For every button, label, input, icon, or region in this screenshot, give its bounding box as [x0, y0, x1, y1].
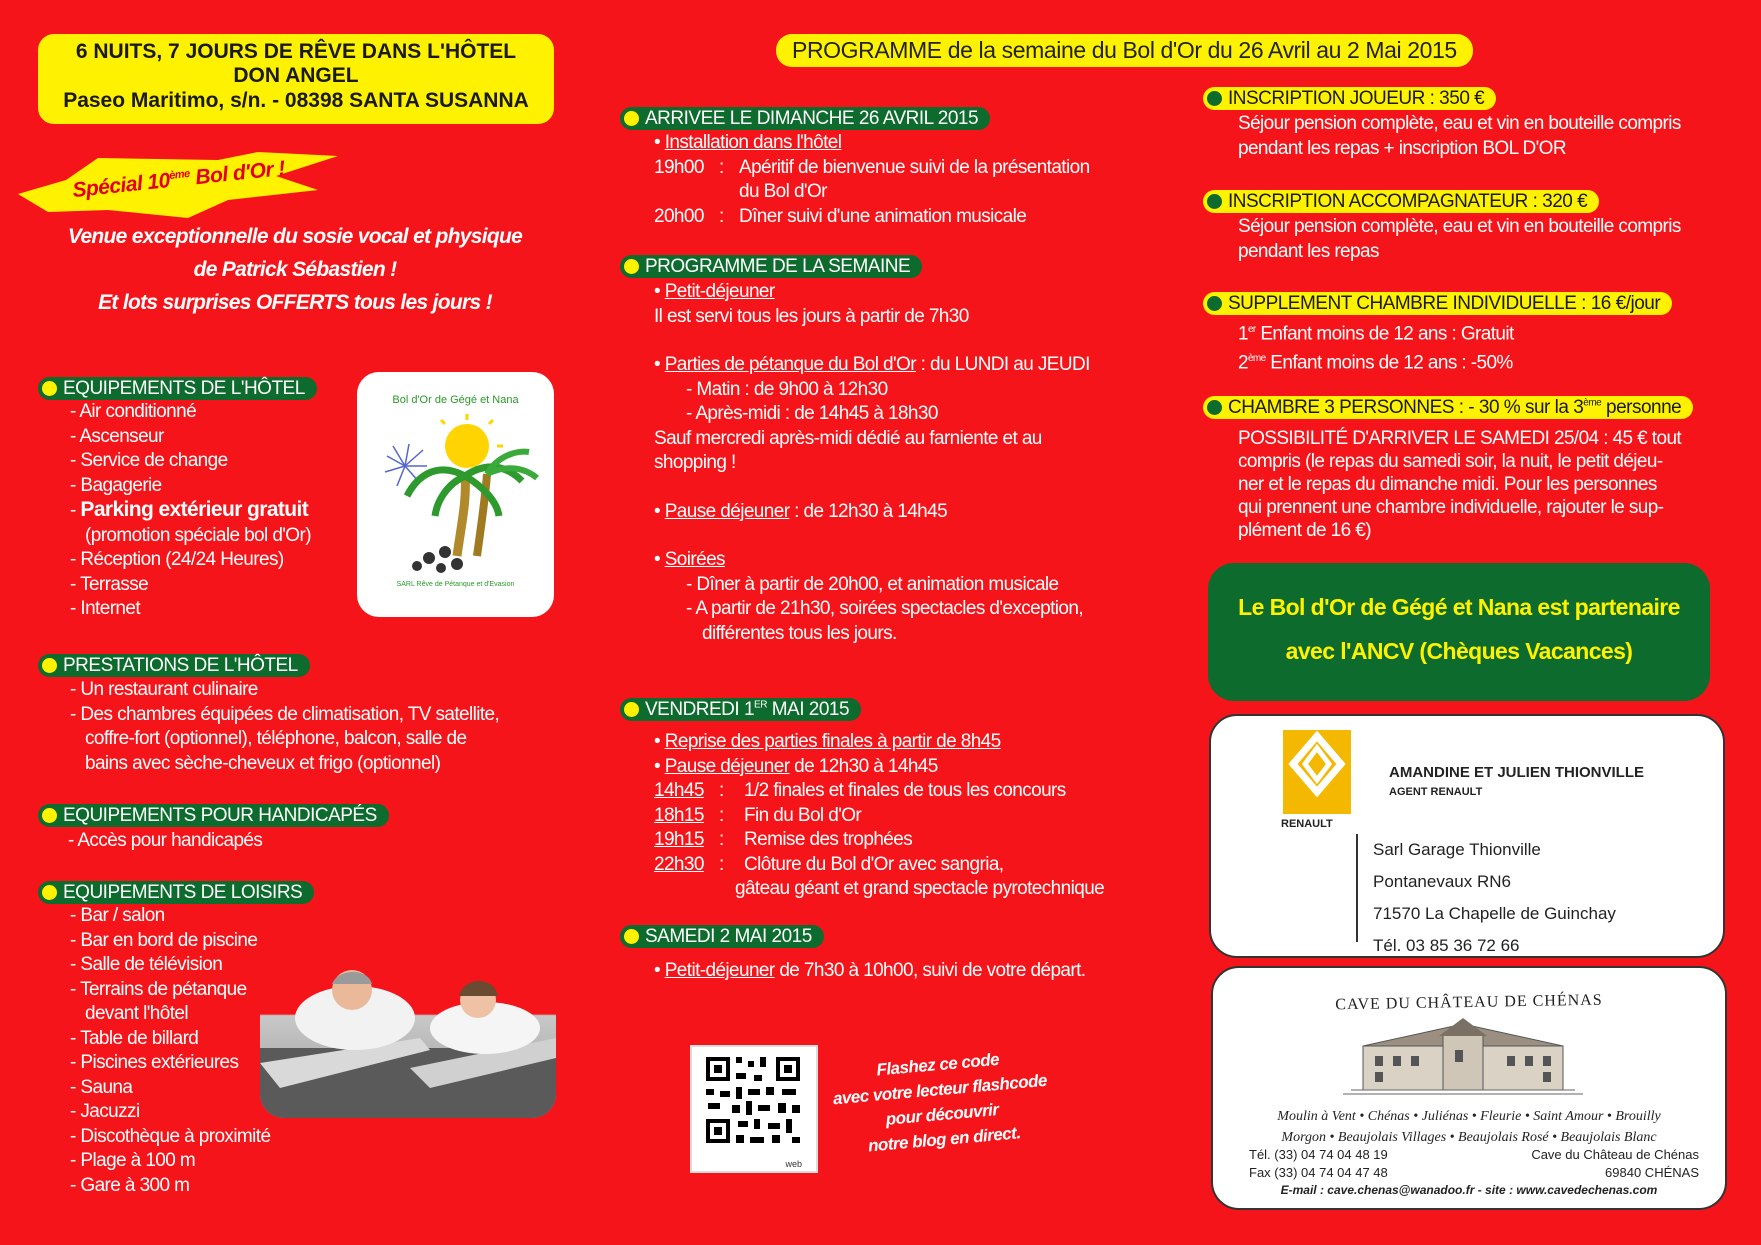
list-item: • Installation dans l'hôtel — [654, 132, 842, 153]
special-line3: Et lots surprises OFFERTS tous les jours ! — [98, 291, 492, 314]
renault-divider — [1356, 834, 1358, 942]
bol-dor-logo — [357, 372, 554, 617]
list-item: - Air conditionné — [70, 401, 197, 422]
schedule-row: 14h45 : 1/2 finales et finales de tous les concours — [654, 780, 1066, 801]
special-line1: Venue exceptionnelle du sosie vocal et physique — [67, 225, 523, 248]
accompagnateur-text: Séjour pension complète, eau et vin en bouteille compris pendant les repas — [1238, 216, 1681, 262]
bullet-icon — [624, 259, 639, 274]
section-loisirs: EQUIPEMENTS DE LOISIRS — [38, 881, 314, 904]
prestations-list — [70, 678, 499, 776]
list-item: Il est servi tous les jours à partir de 7h30 — [654, 305, 969, 327]
list-item: - Réception (24/24 Heures) — [70, 549, 284, 570]
bullet-icon — [624, 111, 639, 126]
chenas-city: 69840 CHÉNAS — [1605, 1165, 1699, 1180]
list-item: - Internet — [70, 598, 141, 619]
chenas-fax: Fax (33) 04 74 04 47 48 — [1249, 1165, 1388, 1180]
arrivee-content — [654, 131, 1134, 229]
special-line2: de Patrick Sébastien ! — [193, 258, 397, 281]
renault-agent: AGENT RENAULT — [1389, 786, 1483, 798]
section-samedi: SAMEDI 2 MAI 2015 — [620, 925, 824, 948]
schedule-row: 19h00 : Apéritif de bienvenue suivi de la présentation — [654, 156, 1090, 178]
list-item: - Ascenseur — [70, 425, 164, 447]
renault-brand: RENAULT — [1281, 818, 1333, 830]
chenas-email: E-mail : cave.chenas@wanadoo.fr - site : www.cavedechenas.com — [1280, 1183, 1658, 1197]
list-item: - Terrains de pétanque — [70, 978, 247, 1000]
renault-tel: Tél. 03 85 36 72 66 — [1373, 936, 1520, 955]
bullet-icon — [1207, 194, 1222, 209]
list-item: - Un restaurant culinaire — [70, 679, 258, 700]
bullet-icon — [42, 885, 57, 900]
bullet-icon — [42, 658, 57, 673]
couple-photo — [260, 958, 556, 1118]
list-item: - Bar en bord de piscine — [70, 929, 258, 951]
ancv-line2: avec l'ANCV (Chèques Vacances) — [1285, 638, 1633, 664]
handicapes-list — [68, 829, 262, 854]
equipements-hotel-list — [70, 400, 311, 622]
list-item: - Dîner à partir de 20h00, et animation musicale — [686, 573, 1059, 595]
semaine-content — [654, 280, 1138, 646]
list-item: - Sauna — [70, 1076, 133, 1098]
list-item: • Parties de pétanque du Bol d'Or : du LUNDI au JEUDI — [654, 354, 1090, 375]
section-supplement: SUPPLEMENT CHAMBRE INDIVIDUELLE : 16 €/jour — [1203, 292, 1672, 315]
list-item: • Petit-déjeuner de 7h30 à 10h00, suivi de votre départ. — [654, 960, 1086, 981]
bullet-icon — [624, 702, 639, 717]
qr-text: Flashez ce code avec votre lecteur flashcode pour découvrir notre blog en direct. — [832, 1049, 1048, 1156]
hotel-title-line2: DON ANGEL — [233, 64, 359, 87]
list-item: Sauf mercredi après-midi dédié au farniente et au — [654, 427, 1042, 449]
people-icon — [260, 958, 556, 1118]
list-item: bains avec sèche-cheveux et frigo (optionnel) — [85, 752, 441, 774]
qr-code[interactable] — [690, 1045, 818, 1173]
logo-caption: SARL Rêve de Pétanque et d'Evasion — [396, 581, 515, 588]
supplement-text: 1er Enfant moins de 12 ans : Gratuit 2ème Enfant moins de 12 ans : -50% — [1238, 323, 1514, 374]
list-item: - Discothèque à proximité — [70, 1125, 271, 1147]
joueur-text: Séjour pension complète, eau et vin en bouteille compris pendant les repas + inscription BOL D'OR — [1238, 113, 1681, 159]
hotel-box — [38, 34, 554, 124]
list-item: - Gare à 300 m — [70, 1174, 190, 1196]
list-item: - A partir de 21h30, soirées spectacles d'exception, — [686, 598, 1084, 619]
list-item: • Petit-déjeuner — [654, 281, 775, 302]
bullet-icon — [1207, 400, 1222, 415]
chenas-title: CAVE DU CHÂTEAU DE CHÉNAS — [1335, 991, 1603, 1014]
list-item: - Piscines extérieures — [70, 1052, 239, 1073]
bullet-icon — [624, 929, 639, 944]
chambre-3-text: POSSIBILITÉ D'ARRIVER LE SAMEDI 25/04 : 45 € tout compris (le repas du samedi soir, la nuit, le petit déjeu- ner et le repas du dimanche midi. Pour les personnes qui prennent une chambre individuelle, rajouter le sup- plément de 16 €) — [1238, 428, 1682, 541]
schedule-row: du Bol d'Or — [739, 181, 827, 202]
list-item: devant l'hôtel — [85, 1003, 188, 1024]
renault-logo — [1281, 730, 1351, 830]
list-item: - Jacuzzi — [70, 1101, 140, 1122]
chenas-card — [1211, 966, 1727, 1210]
bullet-icon — [42, 808, 57, 823]
renault-names: AMANDINE ET JULIEN THIONVILLE — [1389, 764, 1645, 781]
section-equipements-hotel: EQUIPEMENTS DE L'HÔTEL — [38, 377, 317, 400]
chenas-wines1: Moulin à Vent • Chénas • Juliénas • Fleurie • Saint Amour • Brouilly — [1277, 1109, 1661, 1124]
chenas-wines2: Morgon • Beaujolais Villages • Beaujolais Rosé • Beaujolais Blanc — [1281, 1130, 1657, 1145]
programme-title: PROGRAMME de la semaine du Bol d'Or du 26 Avril au 2 Mai 2015 — [776, 34, 1473, 67]
hotel-title-line1: 6 NUITS, 7 JOURS DE RÊVE DANS L'HÔTEL — [75, 40, 517, 63]
section-inscription-accompagnateur: INSCRIPTION ACCOMPAGNATEUR : 320 € — [1203, 190, 1599, 213]
vendredi-content — [654, 730, 1134, 902]
list-item: - Parking extérieur gratuit — [70, 498, 309, 521]
schedule-row: 20h00 : Dîner suivi d'une animation musicale — [654, 205, 1027, 227]
list-item: - Salle de télévision — [70, 954, 223, 975]
renault-sarl: Sarl Garage Thionville — [1373, 840, 1541, 859]
list-item: différentes tous les jours. — [702, 622, 897, 644]
schedule-row: 19h15 : Remise des trophées — [654, 829, 913, 850]
palm-tree-icon — [357, 406, 554, 576]
section-vendredi: VENDREDI 1ER MAI 2015 — [620, 698, 861, 721]
list-item: coffre-fort (optionnel), téléphone, balcon, salle de — [85, 728, 467, 749]
list-item: • Reprise des parties finales à partir de 8h45 — [654, 731, 1001, 752]
section-handicapes: EQUIPEMENTS POUR HANDICAPÉS — [38, 804, 389, 827]
list-item: - Des chambres équipées de climatisation, TV satellite, — [70, 703, 500, 725]
list-item: • Soirées — [654, 549, 725, 570]
list-item: • Pause déjeuner : de 12h30 à 14h45 — [654, 500, 948, 522]
hotel-address: Paseo Maritimo, s/n. - 08398 SANTA SUSANNA — [63, 89, 529, 112]
section-semaine: PROGRAMME DE LA SEMAINE — [620, 255, 922, 278]
bullet-icon — [1207, 296, 1222, 311]
list-item: - Après-midi : de 14h45 à 18h30 — [686, 403, 938, 424]
section-chambre-3: CHAMBRE 3 PERSONNES : - 30 % sur la 3ème personne — [1203, 396, 1693, 419]
qr-label: web — [785, 1159, 802, 1169]
list-item: - Bar / salon — [70, 905, 165, 926]
chenas-name: Cave du Château de Chénas — [1531, 1147, 1699, 1162]
list-item: shopping ! — [654, 452, 736, 473]
section-inscription-joueur: INSCRIPTION JOUEUR : 350 € — [1203, 87, 1496, 110]
schedule-row: 18h15 : Fin du Bol d'Or — [654, 804, 862, 826]
section-prestations: PRESTATIONS DE L'HÔTEL — [38, 654, 310, 677]
chenas-tel: Tél. (33) 04 74 04 48 19 — [1249, 1147, 1388, 1162]
renault-diamond-icon — [1283, 730, 1351, 798]
bullet-icon — [1207, 91, 1222, 106]
list-item: - Terrasse — [70, 573, 149, 595]
list-item: - Accès pour handicapés — [68, 830, 263, 851]
schedule-row: gâteau géant et grand spectacle pyrotechnique — [735, 878, 1105, 899]
special-text — [40, 220, 550, 319]
special-banner-text: Spécial 10ème Bol d'Or ! — [71, 156, 286, 203]
renault-card — [1209, 714, 1725, 958]
list-item: - Matin : de 9h00 à 12h30 — [686, 378, 888, 400]
list-item: (promotion spéciale bol d'Or) — [85, 524, 311, 546]
qr-code-icon — [692, 1047, 816, 1155]
chateau-icon — [1343, 1016, 1583, 1096]
list-item: - Plage à 100 m — [70, 1150, 196, 1171]
samedi-content — [654, 959, 1134, 984]
loisirs-list — [70, 904, 270, 1198]
logo-title: Bol d'Or de Gégé et Nana — [392, 394, 519, 406]
renault-addr2: 71570 La Chapelle de Guinchay — [1373, 904, 1616, 923]
parking-highlight: Parking extérieur gratuit — [80, 498, 309, 521]
list-item: • Pause déjeuner de 12h30 à 14h45 — [654, 755, 938, 777]
list-item: - Bagagerie — [70, 474, 162, 496]
bullet-icon — [42, 381, 57, 396]
ancv-line1: Le Bol d'Or de Gégé et Nana est partenaire — [1238, 594, 1680, 620]
ancv-box — [1208, 563, 1710, 701]
section-arrivee: ARRIVEE LE DIMANCHE 26 AVRIL 2015 — [620, 107, 990, 130]
list-item: - Table de billard — [70, 1027, 199, 1049]
schedule-row: 22h30 : Clôture du Bol d'Or avec sangria, — [654, 853, 1004, 875]
list-item: - Service de change — [70, 450, 228, 471]
renault-addr1: Pontanevaux RN6 — [1373, 872, 1511, 891]
